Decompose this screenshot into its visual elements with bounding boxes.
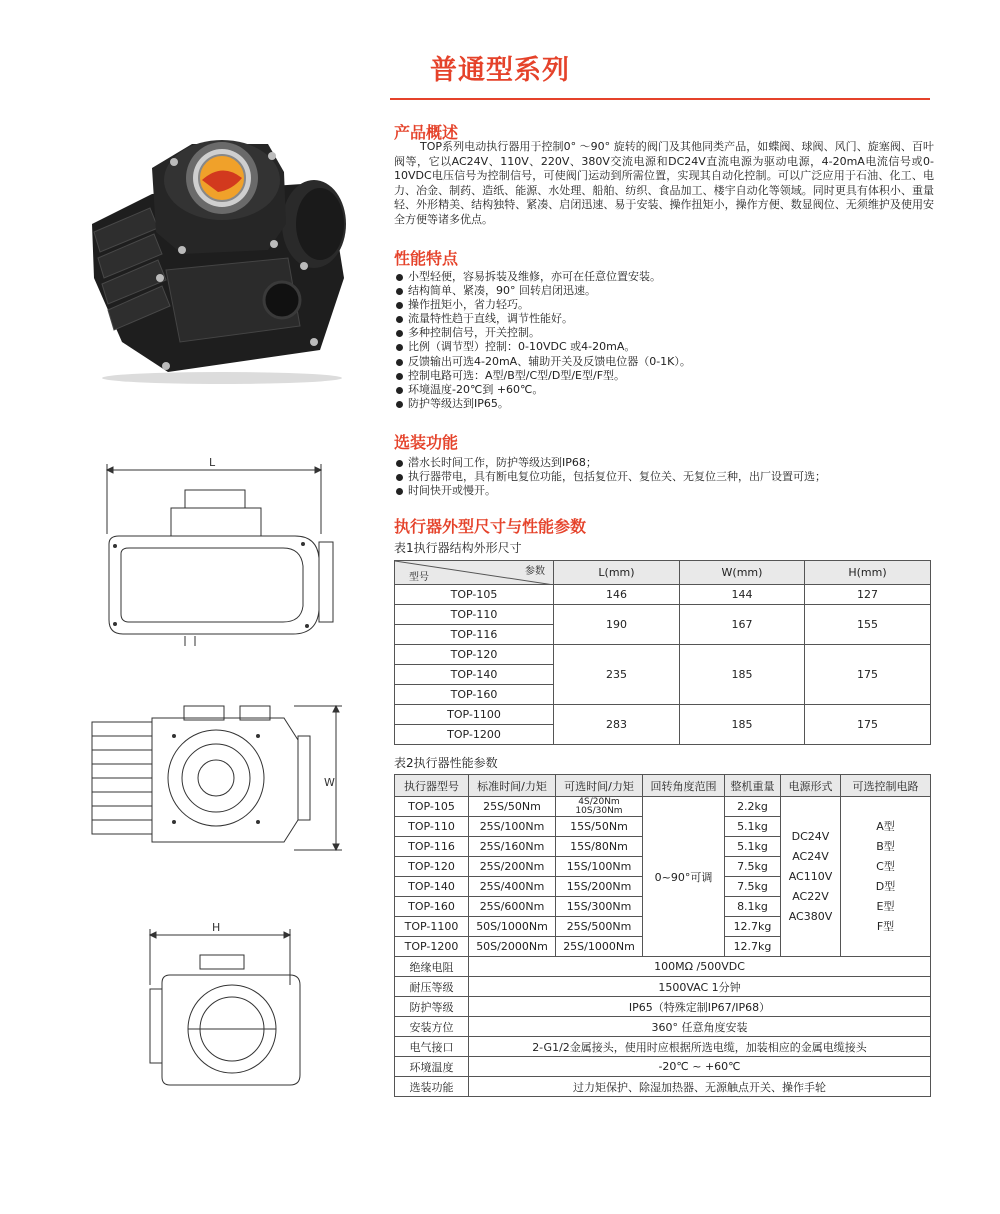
options-list: [394, 456, 934, 498]
model-cell: TOP-120: [395, 645, 554, 665]
table2-header: 执行器型号: [395, 775, 469, 797]
opt-cell: 15S/100Nm: [556, 857, 643, 877]
dimension-H-label: H: [212, 921, 221, 934]
circuit-cell: [841, 797, 931, 957]
feature-item: 结构简单、紧凑，90° 回转启闭迅速。: [394, 284, 934, 298]
option-item: 时间快开或慢开。: [394, 484, 934, 498]
page-title: 普通型系列: [430, 55, 570, 86]
feature-item: 操作扭矩小，省力轻巧。: [394, 298, 934, 312]
weight-cell: 7.5kg: [725, 857, 781, 877]
model-cell: TOP-140: [395, 877, 469, 897]
model-cell: TOP-116: [395, 837, 469, 857]
extra-value: 1500VAC 1分钟: [469, 977, 931, 997]
table1-header-row: [395, 561, 931, 585]
table2-header: 可选控制电路: [841, 775, 931, 797]
extra-value: 过力矩保护、除湿加热器、无源触点开关、操作手轮: [469, 1077, 931, 1097]
H-cell: 155: [805, 605, 931, 645]
performance-table: [394, 774, 931, 1097]
model-cell: TOP-1100: [395, 917, 469, 937]
table2-header: 回转角度范围: [643, 775, 725, 797]
extra-row: [395, 1077, 931, 1097]
extra-value: 360° 任意角度安装: [469, 1017, 931, 1037]
weight-cell: 2.2kg: [725, 797, 781, 817]
front-view-drawing: [140, 925, 310, 1095]
model-cell: TOP-105: [395, 797, 469, 817]
opt-cell: 15S/200Nm: [556, 877, 643, 897]
extra-value: 100MΩ /500VDC: [469, 957, 931, 977]
table1-corner-bottom: 型号: [409, 572, 429, 583]
feature-item: 防护等级达到IP65。: [394, 397, 934, 411]
table1-corner-cell: [395, 561, 554, 585]
dimension-L-label: L: [209, 456, 216, 469]
feature-item: 小型轻便，容易拆装及维修，亦可在任意位置安装。: [394, 270, 934, 284]
opt-line: 4S/20Nm: [578, 796, 620, 807]
extra-row: [395, 1037, 931, 1057]
L-cell: 190: [554, 605, 680, 645]
extra-label: 选装功能: [395, 1077, 469, 1097]
power-line: AC110V: [788, 869, 833, 883]
model-cell: TOP-105: [395, 585, 554, 605]
circuit-line: E型: [876, 899, 895, 913]
feature-item: 控制电路可选：A型/B型/C型/D型/E型/F型。: [394, 369, 934, 383]
extra-row: [395, 957, 931, 977]
std-cell: 25S/200Nm: [469, 857, 556, 877]
weight-cell: 8.1kg: [725, 897, 781, 917]
actuator-photo: [82, 128, 362, 388]
std-cell: 25S/400Nm: [469, 877, 556, 897]
extra-row: [395, 997, 931, 1017]
circuit-line: A型: [876, 819, 895, 833]
options-heading: 选装功能: [394, 433, 459, 452]
table1-header-L: L(mm): [554, 561, 680, 585]
features-heading: 性能特点: [394, 249, 459, 268]
weight-cell: 5.1kg: [725, 817, 781, 837]
extra-row: [395, 977, 931, 997]
model-cell: TOP-1100: [395, 705, 554, 725]
extra-value: -20℃ ~ +60℃: [469, 1057, 931, 1077]
extra-value: IP65（特殊定制IP67/IP68）: [469, 997, 931, 1017]
opt-cell: 15S/300Nm: [556, 897, 643, 917]
table1-header-W: W(mm): [680, 561, 805, 585]
top-view-drawing: [88, 700, 348, 860]
opt-cell: 15S/50Nm: [556, 817, 643, 837]
title-rule: [390, 98, 930, 100]
model-cell: TOP-1200: [395, 937, 469, 957]
model-cell: TOP-140: [395, 665, 554, 685]
table-row: [395, 797, 931, 817]
power-line: AC22V: [792, 889, 829, 903]
weight-cell: 7.5kg: [725, 877, 781, 897]
power-line: AC380V: [788, 909, 833, 923]
circuit-line: D型: [875, 879, 896, 893]
power-cell: [781, 797, 841, 957]
model-cell: TOP-160: [395, 897, 469, 917]
table1-caption: 表1执行器结构外形尺寸: [394, 541, 522, 555]
std-cell: 25S/50Nm: [469, 797, 556, 817]
table2-header-row: [395, 775, 931, 797]
W-cell: 185: [680, 645, 805, 705]
extra-label: 安装方位: [395, 1017, 469, 1037]
W-cell: 167: [680, 605, 805, 645]
dimension-table: [394, 560, 931, 745]
H-cell: 127: [805, 585, 931, 605]
feature-item: 多种控制信号，开关控制。: [394, 326, 934, 340]
specs-heading: 执行器外型尺寸与性能参数: [394, 517, 587, 536]
opt-cell: [556, 797, 643, 817]
opt-cell: 25S/500Nm: [556, 917, 643, 937]
table2-header: 可选时间/力矩: [556, 775, 643, 797]
L-cell: 283: [554, 705, 680, 745]
model-cell: TOP-116: [395, 625, 554, 645]
std-cell: 25S/100Nm: [469, 817, 556, 837]
circuit-line: C型: [876, 859, 895, 873]
L-cell: 235: [554, 645, 680, 705]
angle-cell: 0~90°可调: [643, 797, 725, 957]
extra-label: 电气接口: [395, 1037, 469, 1057]
weight-cell: 5.1kg: [725, 837, 781, 857]
extra-label: 环境温度: [395, 1057, 469, 1077]
std-cell: 25S/160Nm: [469, 837, 556, 857]
W-cell: 144: [680, 585, 805, 605]
std-cell: 25S/600Nm: [469, 897, 556, 917]
table-row: [395, 645, 931, 665]
table2-header: 标准时间/力矩: [469, 775, 556, 797]
option-item: 潜水长时间工作，防护等级达到IP68；: [394, 456, 934, 470]
weight-cell: 12.7kg: [725, 937, 781, 957]
weight-cell: 12.7kg: [725, 917, 781, 937]
std-cell: 50S/2000Nm: [469, 937, 556, 957]
overview-heading: 产品概述: [394, 123, 459, 142]
dimension-W-label: W: [324, 776, 335, 789]
features-list: [394, 270, 934, 411]
model-cell: TOP-160: [395, 685, 554, 705]
table-row: [395, 605, 931, 625]
L-cell: 146: [554, 585, 680, 605]
table-row: [395, 585, 931, 605]
model-cell: TOP-110: [395, 817, 469, 837]
power-line: AC24V: [792, 849, 829, 863]
W-cell: 185: [680, 705, 805, 745]
feature-item: 环境温度-20℃到 +60℃。: [394, 383, 934, 397]
circuit-line: B型: [876, 839, 895, 853]
opt-cell: 25S/1000Nm: [556, 937, 643, 957]
model-cell: TOP-120: [395, 857, 469, 877]
model-cell: TOP-1200: [395, 725, 554, 745]
table2-caption: 表2执行器性能参数: [394, 756, 498, 770]
H-cell: 175: [805, 645, 931, 705]
side-view-drawing: [95, 460, 335, 650]
table1-corner-top: 参数: [525, 566, 545, 577]
feature-item: 反馈输出可选4-20mA、辅助开关及反馈电位器（0-1K）。: [394, 355, 934, 369]
power-line: DC24V: [791, 829, 830, 843]
option-item: 执行器带电，具有断电复位功能，包括复位开、复位关、无复位三种，出厂设置可选；: [394, 470, 934, 484]
H-cell: 175: [805, 705, 931, 745]
extra-label: 绝缘电阻: [395, 957, 469, 977]
std-cell: 50S/1000Nm: [469, 917, 556, 937]
feature-item: 比例（调节型）控制：0-10VDC 或4-20mA。: [394, 340, 934, 354]
extra-row: [395, 1017, 931, 1037]
overview-text: TOP系列电动执行器用于控制0° ～90° 旋转的阀门及其他同类产品，如蝶阀、球阀、风门、旋塞阀、百叶阀等，它以AC24V、110V、220V、380V交流电源和DC24V直流电源为驱动电源，4-20mA电流信号或0-10VDC电压信号为控制信号，可使阀门运动到所需位置，实现其自动化控制。可以广泛应用于石油、化工、电力、冶金、制药、造纸、能源、水处理、船舶、纺织、食品加工、楼宇自动化等领域。同时更具有体积小、重量轻、外形精美、结构独特、紧凑、启闭迅速、易于安装、操作扭矩小，操作方便、数显阀位、无须维护及使用安全方便等诸多优点。: [394, 140, 934, 226]
circuit-line: F型: [876, 919, 895, 933]
table-row: [395, 705, 931, 725]
opt-cell: 15S/80Nm: [556, 837, 643, 857]
extra-label: 防护等级: [395, 997, 469, 1017]
extra-row: [395, 1057, 931, 1077]
table2-header: 电源形式: [781, 775, 841, 797]
opt-line: 10S/30Nm: [575, 805, 623, 816]
extra-label: 耐压等级: [395, 977, 469, 997]
table2-header: 整机重量: [725, 775, 781, 797]
table1-header-H: H(mm): [805, 561, 931, 585]
feature-item: 流量特性趋于直线，调节性能好。: [394, 312, 934, 326]
extra-value: 2-G1/2金属接头，使用时应根据所选电缆，加装相应的金属电缆接头: [469, 1037, 931, 1057]
model-cell: TOP-110: [395, 605, 554, 625]
